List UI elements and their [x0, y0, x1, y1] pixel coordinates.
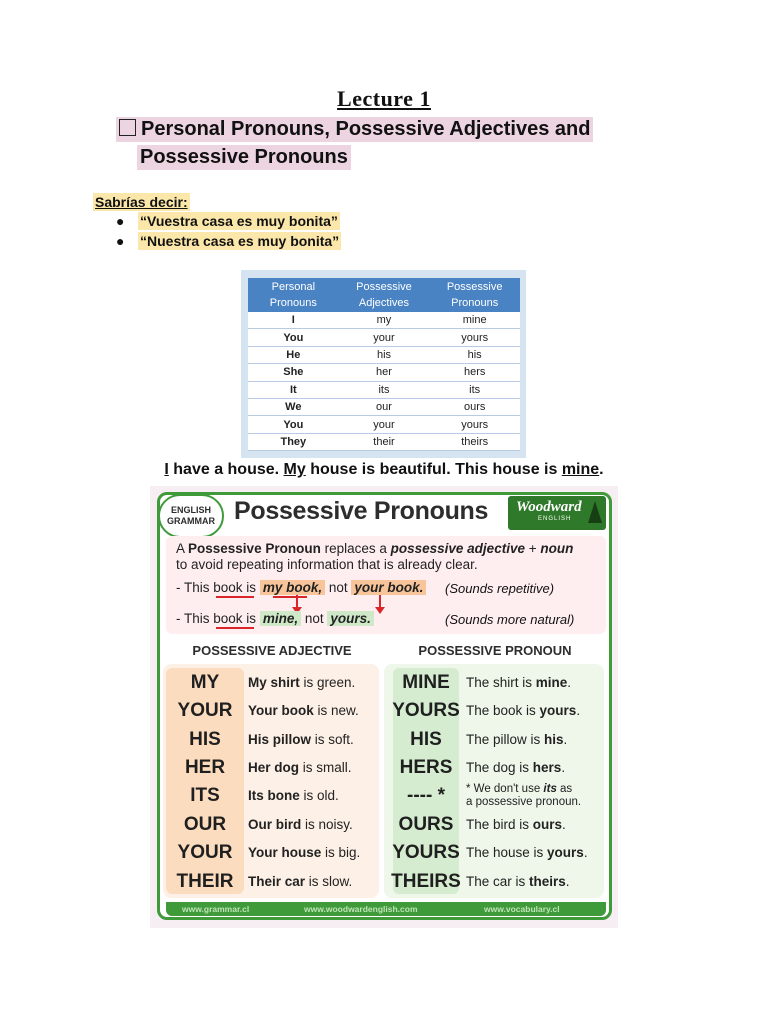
table-row: [248, 346, 520, 363]
table-cell: his: [339, 346, 430, 363]
table-cell: their: [339, 433, 430, 450]
table-row: [248, 381, 520, 398]
table-row: [248, 312, 520, 329]
section-heading: [116, 117, 593, 142]
table-row: [248, 364, 520, 381]
table-cell: mine: [429, 312, 520, 329]
table-cell: his: [429, 346, 520, 363]
table-cell: theirs: [429, 433, 520, 450]
adjective-example: His pillow is soft.: [248, 732, 354, 747]
pronoun-example: The bird is ours.: [466, 817, 566, 832]
arrowhead-icon: [375, 607, 385, 614]
bullet-text: “Vuestra casa es muy bonita”: [140, 213, 338, 229]
intro-line1: A Possessive Pronoun replaces a possessive adjective + noun: [176, 541, 574, 556]
example-sentence: I have a house. My house is beautiful. This house is mine.: [164, 461, 604, 478]
bullet-item: [116, 213, 340, 229]
pronoun-word: YOURS: [392, 842, 460, 863]
table-cell: yours: [429, 416, 520, 433]
bullet-icon: ●: [116, 213, 125, 229]
pronoun-its-note: * We don't use its as a possessive pronoun.: [466, 783, 582, 808]
footer-link[interactable]: www.woodwardenglish.com: [304, 904, 418, 914]
section-heading-line1: Personal Pronouns, Possessive Adjectives and: [141, 118, 591, 140]
adjective-word: YOUR: [177, 700, 233, 721]
table-cell: He: [248, 346, 339, 363]
adjective-word: THEIR: [176, 871, 234, 892]
pronoun-table: [248, 278, 520, 451]
table-row: [248, 416, 520, 433]
pronoun-word: ---- *: [407, 785, 445, 806]
underline-mark: [216, 596, 254, 598]
lecture-title: Lecture 1: [337, 86, 431, 111]
adjective-example: My shirt is green.: [248, 675, 356, 690]
adjective-word: MY: [190, 672, 220, 693]
footer-link[interactable]: www.vocabulary.cl: [484, 904, 560, 914]
pronoun-word: HERS: [399, 757, 453, 778]
adjective-word: HER: [184, 757, 226, 778]
sabrias-label: Sabrías decir:: [95, 194, 188, 210]
bullet-item: [116, 233, 341, 249]
table-cell: We: [248, 398, 339, 415]
pronoun-example: The pillow is his.: [466, 732, 568, 747]
table-cell: your: [339, 416, 430, 433]
example-line-natural: - This book is mine, not yours.: [176, 611, 374, 626]
table-cell: our: [339, 398, 430, 415]
table-cell: my: [339, 312, 430, 329]
table-row: [248, 433, 520, 450]
table-cell: They: [248, 433, 339, 450]
pronoun-example: The book is yours.: [466, 703, 581, 718]
adjective-example: Her dog is small.: [248, 760, 352, 775]
pronoun-word: THEIRS: [391, 871, 461, 892]
intro-line2: to avoid repeating information that is already clear.: [176, 557, 478, 572]
pronoun-example: The house is yours.: [466, 845, 588, 860]
table-cell: her: [339, 364, 430, 381]
adjective-example: Its bone is old.: [248, 788, 339, 803]
woodward-logo: Woodward ENGLISH: [508, 496, 606, 530]
table-cell: yours: [429, 329, 520, 346]
table-cell: its: [339, 381, 430, 398]
table-row: [248, 398, 520, 415]
adjective-example: Your book is new.: [248, 703, 359, 718]
footer-link[interactable]: www.grammar.cl: [182, 904, 250, 914]
underline-mark: [273, 596, 307, 598]
table-cell: It: [248, 381, 339, 398]
note-repetitive: (Sounds repetitive): [445, 581, 555, 596]
table-cell: You: [248, 416, 339, 433]
table-row: [248, 329, 520, 346]
column-heading-pronoun: POSSESSIVE PRONOUN: [418, 643, 572, 658]
pronoun-example: The dog is hers.: [466, 760, 566, 775]
pronoun-example: The shirt is mine.: [466, 675, 572, 690]
bullet-text: “Nuestra casa es muy bonita”: [140, 233, 340, 249]
pronoun-word: HIS: [410, 729, 442, 750]
adjective-example: Their car is slow.: [248, 874, 353, 889]
table-header-row: [248, 278, 520, 312]
adjective-word: HIS: [189, 729, 221, 750]
poster-title: Possessive Pronouns: [234, 497, 489, 525]
table-cell: She: [248, 364, 339, 381]
adjective-word: OUR: [183, 814, 227, 835]
table-cell: ours: [429, 398, 520, 415]
bullet-icon: ●: [116, 233, 125, 249]
table-cell: its: [429, 381, 520, 398]
example-line-repetitive: - This book is my book, not your book.: [176, 580, 426, 595]
section-heading-line2: Possessive Pronouns: [137, 145, 351, 170]
col-header-personal: Personal Pronouns: [248, 278, 339, 312]
adjective-example: Our bird is noisy.: [248, 817, 353, 832]
table-cell: I: [248, 312, 339, 329]
adjective-word: ITS: [190, 785, 220, 806]
col-header-pronouns: Possessive Pronouns: [429, 278, 520, 312]
table-cell: You: [248, 329, 339, 346]
adjective-word: YOUR: [177, 842, 233, 863]
note-natural: (Sounds more natural): [445, 612, 575, 627]
poster-footer: [166, 902, 606, 916]
column-heading-adjective: POSSESSIVE ADJECTIVE: [192, 643, 352, 658]
table-cell: your: [339, 329, 430, 346]
tree-icon: [588, 501, 602, 523]
pronoun-example: The car is theirs.: [466, 874, 570, 889]
pronoun-word: YOURS: [392, 700, 460, 721]
adjective-example: Your house is big.: [248, 845, 361, 860]
pronoun-word: OURS: [398, 814, 454, 835]
table-cell: hers: [429, 364, 520, 381]
underline-mark: [216, 627, 254, 629]
checkbox-icon[interactable]: [119, 119, 136, 136]
english-grammar-badge: ENGLISH GRAMMAR: [158, 494, 224, 538]
pronoun-word: MINE: [402, 672, 450, 693]
col-header-adjectives: Possessive Adjectives: [339, 278, 430, 312]
